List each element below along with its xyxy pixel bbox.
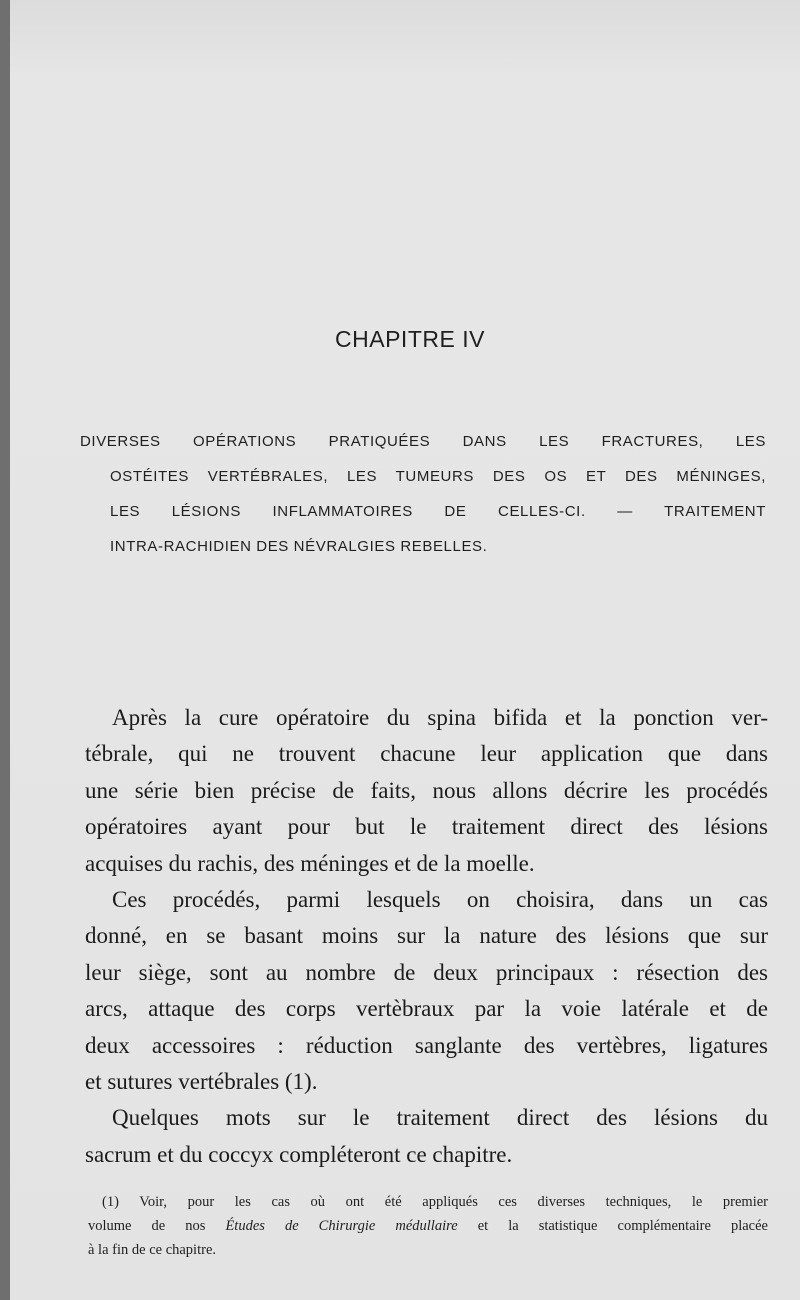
- text-line: Quelques mots sur le traitement direct des lésions du: [112, 1105, 768, 1131]
- footnote-book-title: Études de Chirurgie médullaire: [225, 1218, 458, 1234]
- footnote: [88, 1190, 768, 1262]
- text-line: opératoires ayant pour but le traitement direct des lésions: [85, 814, 768, 840]
- chapter-title: CHAPITRE IV: [335, 326, 485, 352]
- subtitle-line: LES LÉSIONS INFLAMMATOIRES DE CELLES-CI. — TRAITEMENT: [110, 503, 766, 520]
- subtitle-line: INTRA-RACHIDIEN DES NÉVRALGIES REBELLES.: [110, 538, 488, 555]
- body-text: [85, 700, 768, 1173]
- text-line: sacrum et du coccyx compléteront ce chapitre.: [85, 1141, 513, 1167]
- text-line: donné, en se basant moins sur la nature des lésions que sur: [85, 923, 768, 949]
- subtitle-line: DIVERSES OPÉRATIONS PRATIQUÉES DANS LES FRACTURES, LES: [80, 433, 766, 450]
- footnote-text: et la statistique complémentaire placée: [457, 1218, 768, 1234]
- text-line: arcs, attaque des corps vertèbraux par la voie latérale et de: [85, 996, 768, 1022]
- text-line: acquises du rachis, des méninges et de la moelle.: [85, 850, 535, 876]
- text-line: deux accessoires : réduction sanglante des vertèbres, ligatures: [85, 1032, 768, 1058]
- subtitle-line: OSTÉITES VERTÉBRALES, LES TUMEURS DES OS ET DES MÉNINGES,: [110, 468, 766, 485]
- paragraph-1: [85, 700, 768, 882]
- text-line: tébrale, qui ne trouvent chacune leur application que dans: [85, 741, 768, 767]
- text-line: et sutures vertébrales (1).: [85, 1069, 318, 1095]
- paragraph-3: [85, 1100, 768, 1173]
- book-page: [10, 0, 800, 1300]
- text-line: une série bien précise de faits, nous allons décrire les procédés: [85, 777, 768, 803]
- footnote-line: à la fin de ce chapitre.: [88, 1242, 217, 1258]
- footnote-line: [88, 1214, 768, 1238]
- text-line: leur siège, sont au nombre de deux principaux : résection des: [85, 959, 768, 985]
- paragraph-2: [85, 882, 768, 1100]
- text-line: Après la cure opératoire du spina bifida et la ponction ver-: [112, 705, 768, 730]
- chapter-subtitle: [80, 424, 766, 564]
- footnote-line: (1) Voir, pour les cas où ont été appliqués ces diverses techniques, le premier: [102, 1194, 768, 1210]
- footnote-text: volume de nos: [88, 1218, 226, 1234]
- text-line: Ces procédés, parmi lesquels on choisira, dans un cas: [112, 887, 768, 913]
